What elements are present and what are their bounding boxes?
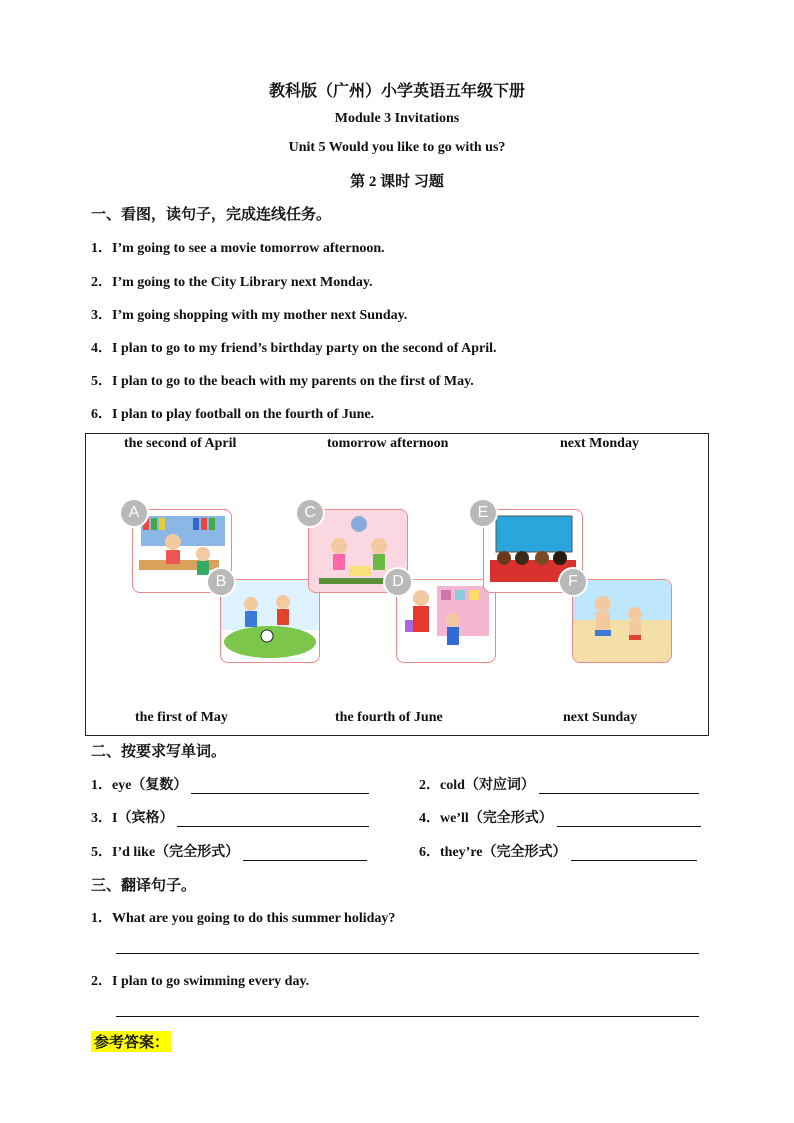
sentence-5: 5．I plan to go to the beach with my parents on the first of May.	[91, 374, 474, 389]
badge-c: C	[295, 498, 325, 528]
word-item-1	[91, 774, 369, 794]
answer-blank-2[interactable]	[539, 779, 699, 794]
time-label-bottom-1: the first of May	[135, 710, 228, 725]
lesson-title: 第 2 课时 习题	[350, 174, 444, 190]
word-prompt-2: 2．cold（对应词）	[419, 778, 535, 793]
football-illustration	[221, 580, 319, 662]
section2-heading: 二、按要求写单词。	[91, 744, 227, 760]
time-label-top-2: tomorrow afternoon	[327, 436, 449, 451]
word-item-3	[91, 807, 369, 827]
sentence-2: 2．I’m going to the City Library next Monday.	[91, 275, 373, 290]
answer-blank-5[interactable]	[243, 846, 367, 861]
badge-f: F	[558, 567, 588, 597]
answer-blank-6[interactable]	[571, 846, 697, 861]
time-label-bottom-2: the fourth of June	[335, 710, 443, 725]
word-prompt-4: 4．we’ll（完全形式）	[419, 811, 553, 826]
word-item-6	[419, 841, 697, 861]
unit-title: Unit 5 Would you like to go with us?	[288, 140, 506, 155]
word-item-5	[91, 841, 367, 861]
time-label-top-3: next Monday	[560, 436, 639, 451]
picture-football	[220, 579, 320, 663]
word-prompt-1: 1．eye（复数）	[91, 778, 188, 793]
badge-b: B	[206, 567, 236, 597]
sentence-1: 1．I’m going to see a movie tomorrow afternoon.	[91, 241, 385, 256]
module-title: Module 3 Invitations	[334, 111, 460, 126]
beach-illustration	[573, 580, 671, 662]
word-item-2	[419, 774, 699, 794]
translate-sentence-1: 1．What are you going to do this summer holiday?	[91, 911, 396, 926]
sentence-4: 4．I plan to go to my friend’s birthday party on the second of April.	[91, 341, 497, 356]
section3-heading: 三、翻译句子。	[91, 878, 197, 894]
word-prompt-3: 3．I（宾格）	[91, 811, 174, 826]
answer-blank-1[interactable]	[191, 779, 369, 794]
word-item-4	[419, 807, 701, 827]
badge-d: D	[383, 567, 413, 597]
word-prompt-5: 5．I’d like（完全形式）	[91, 845, 240, 860]
time-label-bottom-3: next Sunday	[563, 710, 638, 725]
time-label-top-1: the second of April	[124, 436, 237, 451]
answer-key-label: 参考答案：	[91, 1031, 172, 1052]
word-prompt-6: 6．they’re（完全形式）	[419, 845, 567, 860]
badge-e: E	[468, 498, 498, 528]
section1-heading: 一、看图，读句子，完成连线任务。	[91, 207, 332, 223]
answer-blank-3[interactable]	[177, 812, 369, 827]
sentence-3: 3．I’m going shopping with my mother next Sunday.	[91, 308, 408, 323]
shopping-illustration	[397, 580, 495, 662]
document-title: 教科版（广州）小学英语五年级下册	[268, 83, 525, 100]
sentence-6: 6．I plan to play football on the fourth of June.	[91, 407, 375, 422]
translate-sentence-2: 2．I plan to go swimming every day.	[91, 974, 310, 989]
badge-a: A	[119, 498, 149, 528]
picture-beach	[572, 579, 672, 663]
translation-line-1[interactable]	[116, 953, 699, 954]
matching-box	[85, 433, 709, 736]
answer-blank-4[interactable]	[557, 812, 701, 827]
picture-shopping	[396, 579, 496, 663]
translation-line-2[interactable]	[116, 1016, 699, 1017]
